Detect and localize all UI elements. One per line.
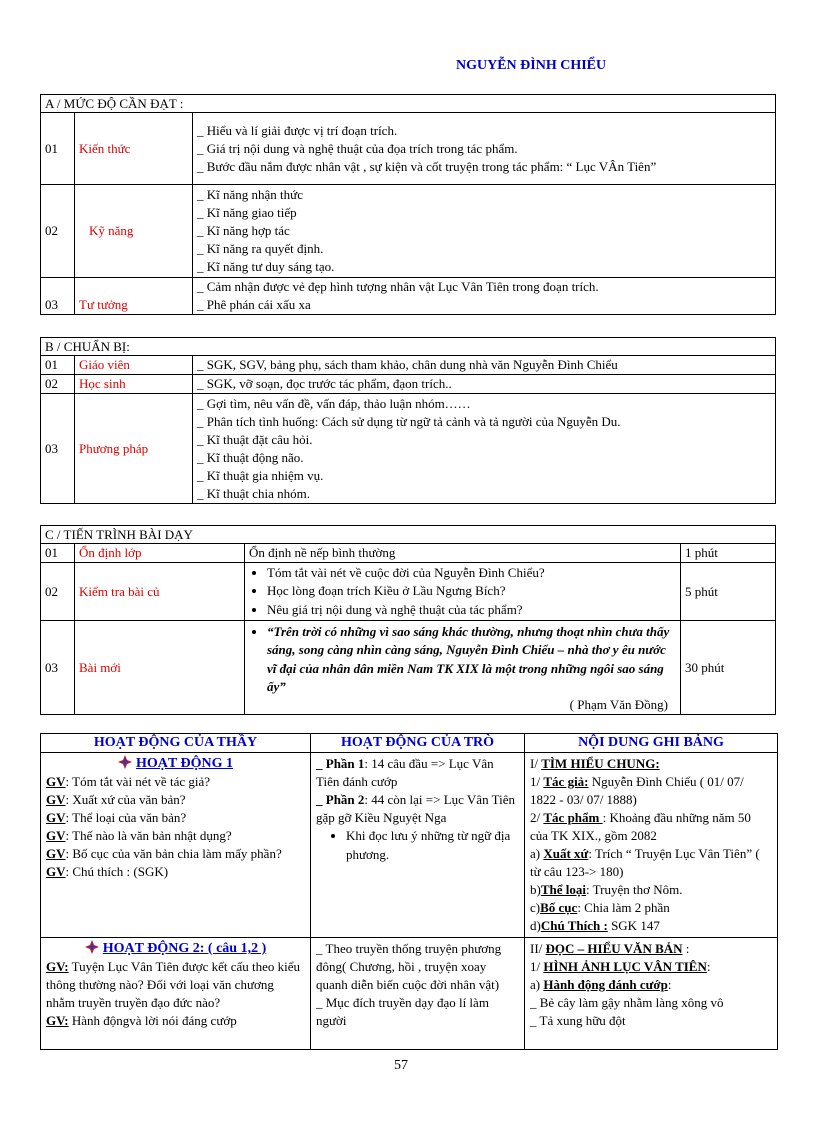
pointer-icon xyxy=(85,940,99,954)
row-number: 01 xyxy=(41,544,75,563)
row-label: Kỹ năng xyxy=(75,185,193,278)
row-content: _ Kĩ năng nhận thức _ Kĩ năng giao tiếp _ Kĩ năng hợp tác _ Kĩ năng ra quyết định. _ Kĩ năng tư duy sáng tạo. xyxy=(193,185,776,278)
section-c-table xyxy=(40,525,776,715)
row-number: 02 xyxy=(41,185,75,278)
row-content: _ SGK, SGV, bảng phụ, sách tham khảo, chân dung nhà văn Nguyễn Đình Chiểu xyxy=(193,356,776,375)
activities-table xyxy=(40,733,778,1050)
row-number: 01 xyxy=(41,113,75,185)
row-label: Ổn định lớp xyxy=(75,544,245,563)
board-content-2: II/ ĐỌC – HIỂU VĂN BẢN : 1/ HÌNH ẢNH LỤC VÂN TIÊN: a) Hành động đánh cướp: _ Bẻ cây làm gậy nhằm làng xông vô _ Tả xung hữu đột xyxy=(525,938,778,1050)
section-b-table xyxy=(40,337,776,504)
row-number: 02 xyxy=(41,563,75,621)
student-column-header: HOẠT ĐỘNG CỦA TRÒ xyxy=(311,734,525,753)
row-label: Tư tưởng xyxy=(75,278,193,315)
teacher-activity-1: HOẠT ĐỘNG 1 GV: Tóm tắt vài nét về tác giả? GV: Xuất xứ của văn bản? GV: Thể loại của văn bản? GV: Thế nào là văn bản nhật dụng? GV: Bố cục của văn bản chia làm mấy phần? GV: Chú thích : (SGK) xyxy=(41,753,311,938)
row-content: • Tóm tắt vài nét về cuộc đời của Nguyễn Đình Chiểu? • Học lòng đoạn trích Kiều ở Lầu Ngưng Bích? • Nêu giá trị nội dung và nghệ thuật của tác phẩm? xyxy=(245,563,681,621)
row-time: 5 phút xyxy=(681,563,776,621)
row-time: 1 phút xyxy=(681,544,776,563)
row-content: _ Gợi tìm, nêu vấn đề, vấn đáp, thảo luận nhóm…… _ Phân tích tình huống: Cách sử dụng từ ngữ tả cảnh và tả người của Nguyễn Du. _ Kĩ thuật đặt câu hỏi. _ Kĩ thuật động não. _ Kĩ thuật gia nhiệm vụ. _ Kĩ thuật chia nhóm. xyxy=(193,394,776,504)
row-content: _ Hiểu và lí giải được vị trí đoạn trích. _ Giá trị nội dung và nghệ thuật của đọa trích trong tác phẩm. _ Bước đầu nắm được nhân vật , sự kiện và cốt truyện trong tác phẩm: “ Lục VÂn Tiên” xyxy=(193,113,776,185)
row-label: Bài mới xyxy=(75,621,245,715)
teacher-column-header: HOẠT ĐỘNG CỦA THẦY xyxy=(41,734,311,753)
row-label: Giáo viên xyxy=(75,356,193,375)
teacher-activity-2: HOẠT ĐỘNG 2: ( câu 1,2 ) GV: Tuyện Lục Vân Tiên được kết cấu theo kiểu thông thường nào? Đối với loại văn chương nhằm truyền truyền đạo đức nào? GV: Hành độngvà lời nói đáng cướp xyxy=(41,938,311,1050)
row-content: _ Cảm nhận được vẻ đẹp hình tượng nhân vật Lục Vân Tiên trong đoạn trích. _ Phê phán cái xấu xa xyxy=(193,278,776,315)
row-time: 30 phút xyxy=(681,621,776,715)
row-label: Kiểm tra bài củ xyxy=(75,563,245,621)
page-title: NGUYỄN ĐÌNH CHIỂU xyxy=(456,58,607,73)
row-label: Kiến thức xyxy=(75,113,193,185)
section-b-header: B / CHUẨN BỊ: xyxy=(41,338,776,356)
quote-author: ( Phạm Văn Đồng) xyxy=(569,696,668,712)
section-a-table xyxy=(40,94,776,315)
row-label: Phương pháp xyxy=(75,394,193,504)
section-a-header: A / MỨC ĐỘ CẦN ĐẠT : xyxy=(41,95,776,113)
section-c-header: C / TIẾN TRÌNH BÀI DẠY xyxy=(41,526,776,544)
board-content-1: I/ TÌM HIỂU CHUNG: 1/ Tác giả: Nguyễn Đình Chiểu ( 01/ 07/ 1822 - 03/ 07/ 1888) 2/ Tác phẩm : Khoảng đầu những năm 50 của TK XIX., gồm 2082 a) Xuất xứ: Trích “ Truyện Lục Vân Tiên” ( từ câu 123-> 180) b)Thể loại: Truyện thơ Nôm. c)Bố cục: Chia làm 2 phần d)Chú Thích : SGK 147 xyxy=(525,753,778,938)
row-label: Học sinh xyxy=(75,375,193,394)
student-activity-1: _ Phần 1: 14 câu đầu => Lục Vân Tiên đánh cướp _ Phần 2: 44 còn lại => Lục Vân Tiên gặp gỡ Kiều Nguyệt Nga • Khi đọc lưu ý những từ ngữ địa phương. xyxy=(311,753,525,938)
page-number: 57 xyxy=(394,1058,408,1073)
board-column-header: NỘI DUNG GHI BẢNG xyxy=(525,734,778,753)
activity-title: HOẠT ĐỘNG 1 xyxy=(136,756,233,771)
row-content: Ổn định nề nếp bình thường xyxy=(245,544,681,563)
quote: • “Trên trời có những vì sao sáng khác thường, nhưng thoạt nhìn chưa thấy sáng, song càng nhìn càng sáng, Nguyễn Đình Chiểu – nhà thơ y êu nước vĩ đại của nhân dân miền Nam TK XIX là một trong những ngôi sao sáng ấy” xyxy=(267,623,676,697)
row-number: 03 xyxy=(41,621,75,715)
row-number: 03 xyxy=(41,278,75,315)
student-activity-2: _ Theo truyền thống truyện phương đông( Chương, hồi , truyện xoay quanh diễn biến cuộc đời nhân vật) _ Mục đích truyền dạy đạo lí làm người xyxy=(311,938,525,1050)
activity-title: HOẠT ĐỘNG 2: ( câu 1,2 ) xyxy=(102,941,267,956)
row-number: 03 xyxy=(41,394,75,504)
row-number: 01 xyxy=(41,356,75,375)
row-content: _ SGK, vỡ soạn, đọc trước tác phẩm, đạon trích.. xyxy=(193,375,776,394)
row-content xyxy=(245,621,681,715)
row-number: 02 xyxy=(41,375,75,394)
pointer-icon xyxy=(118,755,132,769)
